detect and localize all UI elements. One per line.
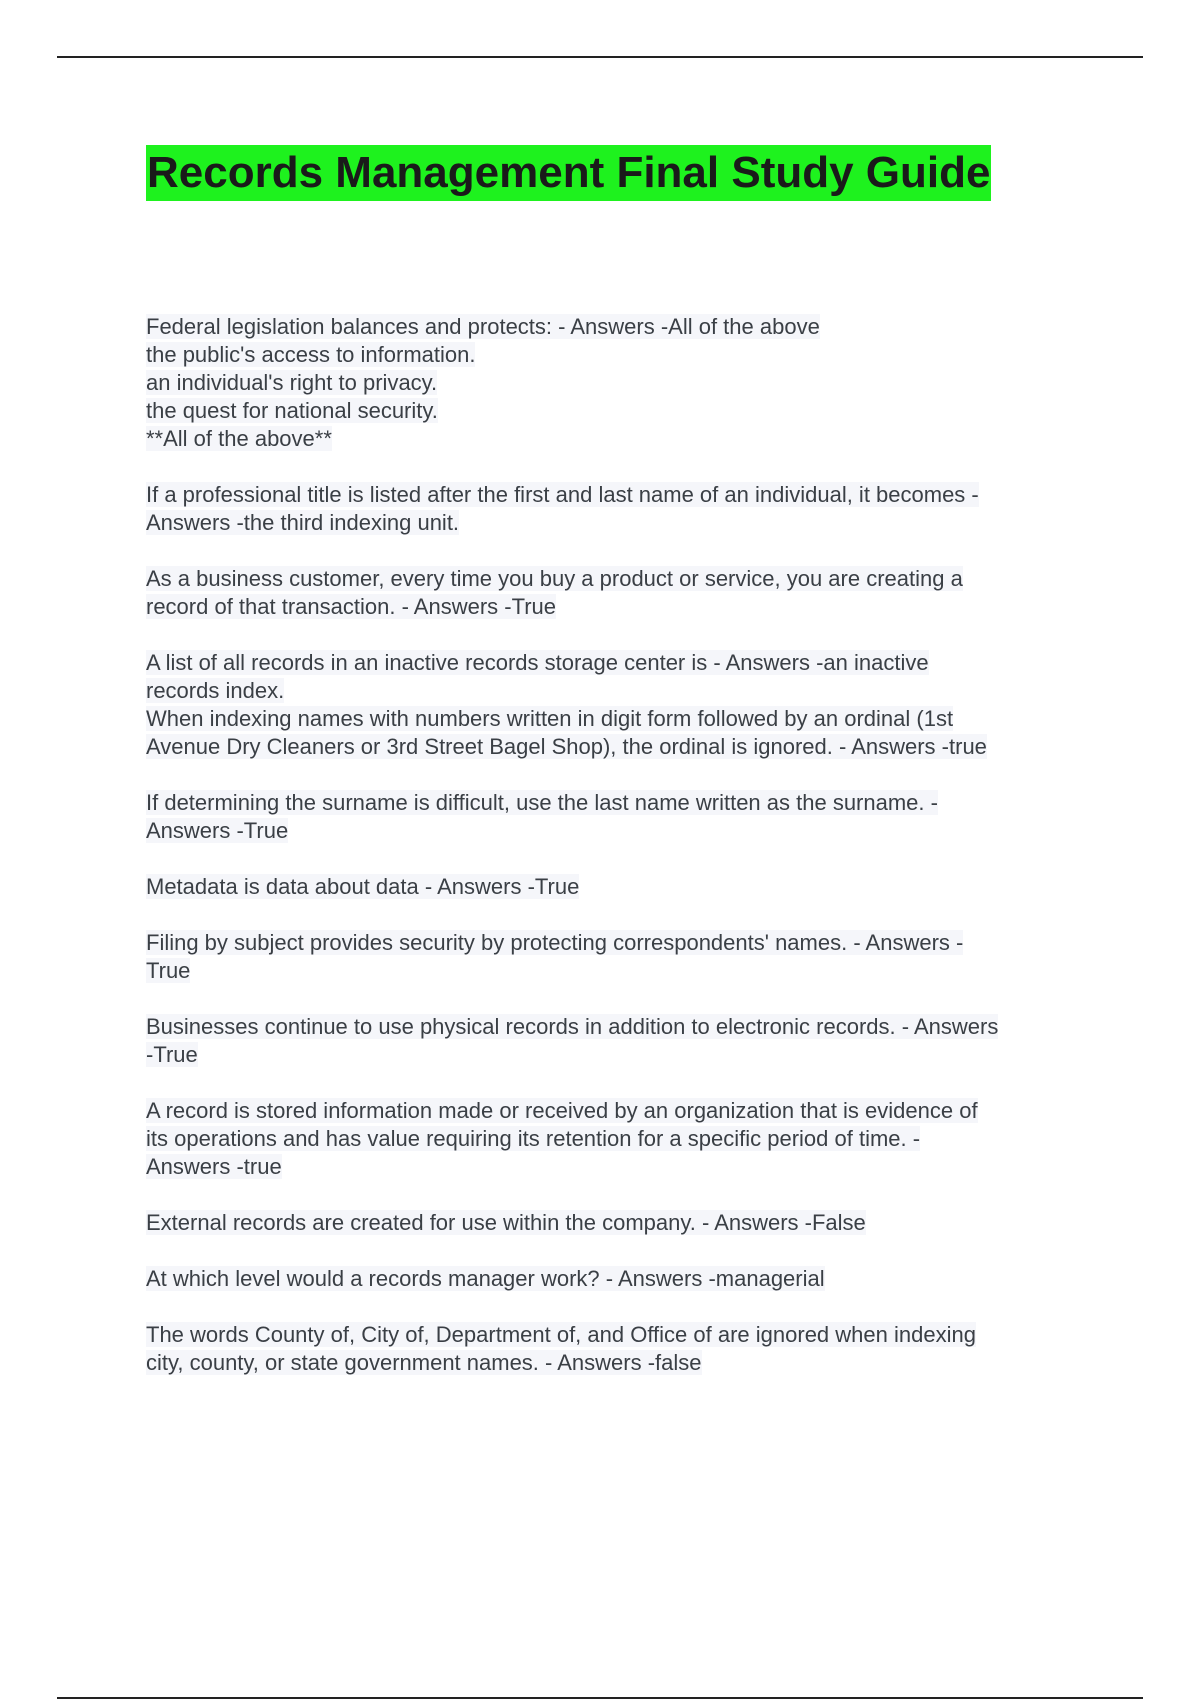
qa-line xyxy=(146,593,1096,621)
qa-line xyxy=(146,817,1096,845)
qa-line-text: records index. xyxy=(146,678,285,703)
qa-line xyxy=(146,425,1096,453)
qa-line xyxy=(146,1097,1096,1125)
qa-line xyxy=(146,1153,1096,1181)
qa-line-text: Answers -the third indexing unit. xyxy=(146,510,460,535)
qa-line xyxy=(146,1209,1096,1237)
qa-line-text: Businesses continue to use physical records in addition to electronic records. - Answers xyxy=(146,1014,999,1039)
qa-line-text: External records are created for use within the company. - Answers -False xyxy=(146,1210,866,1235)
top-rule xyxy=(57,56,1143,58)
qa-entry xyxy=(146,789,1096,845)
qa-line xyxy=(146,1349,1096,1377)
qa-line xyxy=(146,1013,1096,1041)
qa-line-text: Answers -true xyxy=(146,1154,282,1179)
qa-line xyxy=(146,341,1096,369)
qa-line-text: A list of all records in an inactive records storage center is - Answers -an inactive xyxy=(146,650,929,675)
qa-line xyxy=(146,481,1096,509)
qa-line-text: As a business customer, every time you buy a product or service, you are creating a xyxy=(146,566,963,591)
qa-line xyxy=(146,1041,1096,1069)
qa-entry xyxy=(146,1097,1096,1181)
qa-line xyxy=(146,1125,1096,1153)
qa-line xyxy=(146,929,1096,957)
qa-line-text: Federal legislation balances and protects: - Answers -All of the above xyxy=(146,314,820,339)
qa-line-text: its operations and has value requiring its retention for a specific period of time. - xyxy=(146,1126,921,1151)
qa-line-text: the public's access to information. xyxy=(146,342,476,367)
qa-line-text: When indexing names with numbers written in digit form followed by an ordinal (1st xyxy=(146,706,954,731)
qa-line xyxy=(146,789,1096,817)
qa-line-text: True xyxy=(146,958,191,983)
qa-line-text: A record is stored information made or received by an organization that is evidence of xyxy=(146,1098,978,1123)
qa-line-text: city, county, or state government names. - Answers -false xyxy=(146,1350,702,1375)
qa-line-text: Avenue Dry Cleaners or 3rd Street Bagel Shop), the ordinal is ignored. - Answers -true xyxy=(146,734,987,759)
qa-line xyxy=(146,677,1096,705)
qa-line xyxy=(146,1265,1096,1293)
qa-line xyxy=(146,649,1096,677)
qa-line xyxy=(146,705,1096,733)
qa-line-text: record of that transaction. - Answers -True xyxy=(146,594,557,619)
qa-line-text: At which level would a records manager work? - Answers -managerial xyxy=(146,1266,825,1291)
qa-line xyxy=(146,1321,1096,1349)
qa-line-text: Answers -True xyxy=(146,818,289,843)
qa-line xyxy=(146,397,1096,425)
qa-line-text: the quest for national security. xyxy=(146,398,438,423)
qa-entry xyxy=(146,873,1096,901)
qa-line-text: If a professional title is listed after the first and last name of an individual, it becomes - xyxy=(146,482,979,507)
qa-entry xyxy=(146,565,1096,621)
qa-entry xyxy=(146,649,1096,761)
qa-line-text: If determining the surname is difficult, use the last name written as the surname. - xyxy=(146,790,938,815)
qa-entry xyxy=(146,929,1096,985)
qa-line-text: -True xyxy=(146,1042,198,1067)
qa-line xyxy=(146,957,1096,985)
qa-line xyxy=(146,733,1096,761)
qa-list xyxy=(146,313,1096,1405)
qa-entry xyxy=(146,313,1096,453)
qa-entry xyxy=(146,1321,1096,1377)
qa-line xyxy=(146,873,1096,901)
qa-line xyxy=(146,509,1096,537)
qa-line-text: an individual's right to privacy. xyxy=(146,370,438,395)
title-heading xyxy=(146,145,991,201)
qa-line-text: The words County of, City of, Department of, and Office of are ignored when indexing xyxy=(146,1322,976,1347)
qa-line-text: Metadata is data about data - Answers -True xyxy=(146,874,580,899)
document-title: Records Management Final Study Guide xyxy=(146,145,991,201)
qa-line xyxy=(146,369,1096,397)
qa-entry xyxy=(146,481,1096,537)
qa-entry xyxy=(146,1209,1096,1237)
qa-line xyxy=(146,565,1096,593)
qa-line xyxy=(146,313,1096,341)
qa-line-text: **All of the above** xyxy=(146,426,332,451)
qa-entry xyxy=(146,1013,1096,1069)
qa-line-text: Filing by subject provides security by protecting correspondents' names. - Answers - xyxy=(146,930,964,955)
bottom-rule xyxy=(57,1697,1143,1699)
qa-entry xyxy=(146,1265,1096,1293)
